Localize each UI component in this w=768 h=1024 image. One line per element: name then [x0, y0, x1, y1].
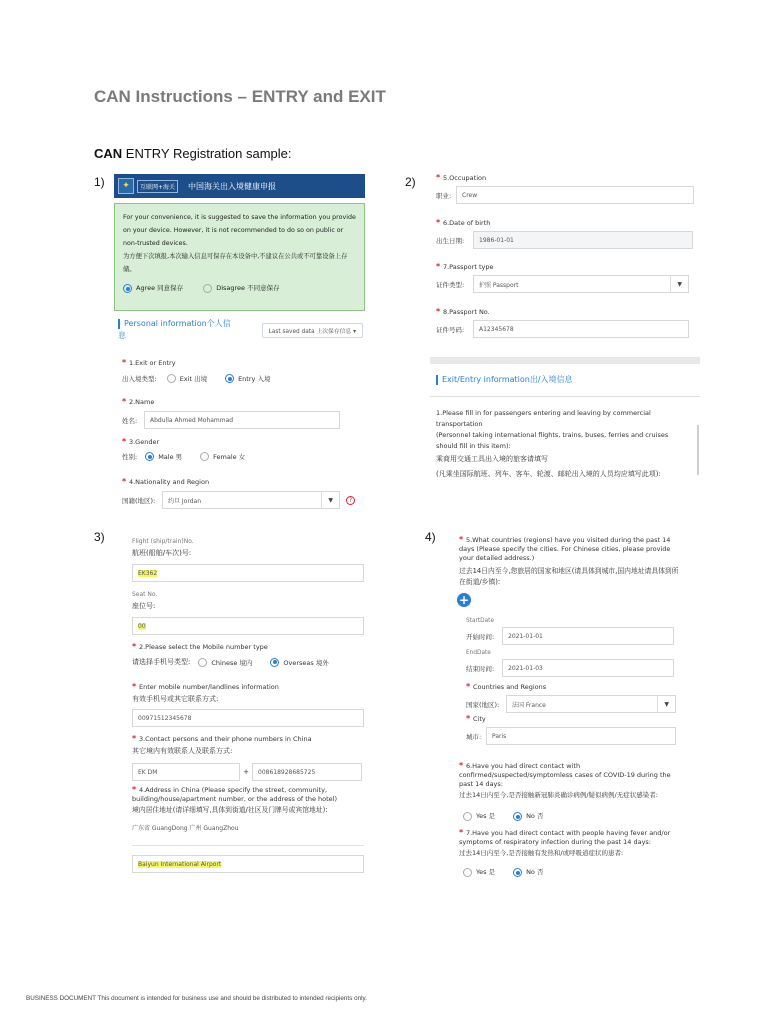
contact-label-cn: 其它境内有效联系人及联系方式:	[132, 747, 233, 755]
city-input[interactable]	[486, 727, 676, 745]
contact-plus: +	[243, 768, 249, 776]
info-line-2: (Personnel taking international flights, trains, buses, ferries and cruises should fill in this item):	[436, 431, 669, 450]
q7-label: 证件类型:	[436, 280, 465, 289]
marker-1: 1)	[94, 175, 105, 189]
q3-label: 性别:	[122, 453, 138, 461]
marker-2: 2)	[405, 175, 416, 189]
country-select[interactable]	[506, 695, 676, 713]
logo-text: 互联网+海关	[137, 180, 178, 193]
notice-text: For your convenience, it is suggested to save the information you provide on your device. However, it is not recommended to do so on public or non-trusted devices.	[123, 214, 356, 247]
flight-number-value: EK362	[138, 569, 158, 577]
contact-phone-input[interactable]	[252, 763, 362, 781]
q7-no-radio[interactable]	[513, 868, 543, 877]
yes-label: Yes 是	[476, 812, 496, 820]
end-label-cn: 结束时间:	[466, 664, 495, 673]
country-label-cn: 国家(地区):	[466, 700, 500, 709]
q2-question: * 2.Name	[122, 397, 367, 406]
radio-selected-icon	[513, 812, 522, 821]
q7-fever-question: * 7.Have you had direct contact with people having fever and/or symptoms of respiratory infection during the past 14 days:	[459, 828, 681, 847]
radio-selected-icon	[123, 284, 132, 293]
agree-label: Agree 同意保存	[136, 284, 184, 292]
flight-number-input[interactable]	[132, 564, 364, 582]
female-radio[interactable]	[200, 452, 245, 461]
q4-question: * 4.Nationality and Region	[122, 477, 367, 486]
customs-header-banner	[114, 174, 365, 198]
q8-passport-no	[436, 307, 698, 338]
section-divider	[430, 357, 700, 364]
seat-label-en: Seat No.	[132, 591, 158, 598]
disagree-label: Disagree 不同意保存	[216, 284, 280, 292]
end-date	[466, 650, 678, 677]
radio-selected-icon	[513, 868, 522, 877]
dob-value: 1986-01-01	[479, 236, 514, 244]
passport-number-value: A12345678	[479, 325, 514, 333]
q7-yes-radio[interactable]	[463, 868, 495, 877]
mobile-number-input[interactable]	[132, 709, 364, 727]
seat-number-input[interactable]	[132, 617, 364, 635]
section-heading-text: Personal information个人信息	[118, 319, 231, 340]
address-divider	[132, 845, 364, 846]
yes-label: Yes 是	[476, 868, 496, 876]
seat-number	[132, 591, 364, 635]
male-radio[interactable]	[145, 452, 182, 461]
q1-question: * 1.Exit or Entry	[122, 358, 367, 367]
radio-empty-icon	[463, 868, 472, 877]
end-date-input[interactable]	[502, 659, 674, 677]
mobile-type-question: * 2.Please select the Mobile number type	[132, 642, 364, 651]
q3-question: * 3.Gender	[122, 437, 367, 446]
disagree-radio[interactable]	[203, 282, 279, 295]
address-input[interactable]	[132, 855, 364, 873]
passport-number-input[interactable]	[473, 320, 689, 338]
q7-question: * 7.Passport type	[436, 262, 698, 271]
city-question: * City	[466, 714, 678, 723]
q6-covid-question: * 6.Have you had direct contact with confirmed/suspected/symptomless cases of COVID-19 during the past 14 days:	[459, 761, 681, 789]
dropdown-arrow-icon: ▼	[670, 276, 688, 292]
end-label-en: EndDate	[466, 650, 491, 656]
q3-gender	[122, 437, 367, 461]
subtitle-rest: ENTRY Registration sample:	[122, 146, 292, 161]
q7-fever-cn: 过去14日内至今,是否接触有发热和/或呼吸道症状的患者:	[459, 849, 624, 857]
address-city: 广东省 GuangDong 广州 GuangZhou	[132, 825, 239, 832]
scrollbar[interactable]	[697, 425, 699, 475]
country-value: 法国 France	[512, 701, 546, 709]
info-line-4: (凡乘坐国际航班、列车、客车、轮渡、邮轮出入境的人员均应填写此项):	[436, 470, 661, 478]
q5-question: * 5.Occupation	[436, 173, 698, 182]
agree-radio[interactable]	[123, 282, 183, 295]
radio-selected-icon	[145, 452, 154, 461]
radio-selected-icon	[225, 374, 234, 383]
contact-name-value: EK DM	[138, 768, 158, 776]
q5-visited-cn: 过去14日内至今,您旅居的国家和地区(请具体到城市,国内地址请具体到所在街道/乡镇):	[459, 567, 679, 586]
q6-no-radio[interactable]	[513, 812, 543, 821]
contact-name-input[interactable]	[132, 763, 240, 781]
q5-label: 职业:	[436, 191, 452, 200]
section-heading-personal	[118, 318, 233, 342]
start-date	[466, 618, 678, 645]
q4-label: 国籍(地区):	[122, 496, 156, 505]
covid-contact	[459, 761, 681, 821]
section-bar-icon	[118, 319, 120, 329]
q2-label: 姓名:	[122, 416, 138, 425]
seat-label-cn: 座位号:	[132, 602, 156, 610]
flight-number	[132, 538, 364, 582]
no-label: No 否	[526, 868, 544, 876]
q8-question: * 8.Passport No.	[436, 307, 698, 316]
entry-label: Entry 入境	[238, 375, 271, 383]
marker-4: 4)	[425, 530, 436, 544]
add-plus-icon[interactable]: +	[458, 593, 470, 607]
radio-empty-icon	[198, 658, 207, 667]
end-date-value: 2021-01-03	[508, 664, 543, 672]
fever-contact	[459, 828, 681, 877]
overseas-label: Overseas 境外	[283, 658, 329, 667]
help-icon[interactable]: ?	[346, 496, 355, 505]
overseas-radio[interactable]	[270, 658, 328, 667]
mobile-type-label: 请选择手机号类型:	[132, 658, 191, 666]
section-heading-text: Exit/Entry information出/入境信息	[442, 375, 573, 384]
address-label-cn: 境内居住地址(请详细填写,具体到街道/社区及门牌号或宾馆地址):	[132, 806, 328, 814]
flight-label-en: Flight (ship/train)No.	[132, 538, 194, 545]
document-footer: BUSINESS DOCUMENT This document is intended for business use and should be distributed to intended recipients only.	[26, 995, 367, 1002]
q8-label: 证件号码:	[436, 325, 465, 334]
info-line-1: 1.Please fill in for passengers entering and leaving by commercial transportation	[436, 409, 651, 428]
q6-question: * 6.Date of birth	[436, 218, 698, 227]
q7-passport-type	[436, 262, 698, 293]
city-label-cn: 城市:	[466, 732, 482, 741]
radio-empty-icon	[463, 812, 472, 821]
q5-visited-question: * 5.What countries (regions) have you visited during the past 14 days (Please specify the cities. For Chinese cities, please provide your detailed address.)	[459, 535, 679, 563]
chinese-radio[interactable]	[198, 658, 252, 667]
nationality-select[interactable]	[162, 491, 340, 509]
female-label: Female 女	[213, 453, 246, 461]
radio-empty-icon	[167, 374, 176, 383]
nationality-value: 约旦 Jordan	[168, 497, 201, 505]
country-question: * Countries and Regions	[466, 682, 678, 691]
dob-input[interactable]	[473, 231, 693, 249]
contact-question: * 3.Contact persons and their phone numbers in China	[132, 734, 364, 743]
personal-info-section	[118, 318, 363, 342]
start-label-en: StartDate	[466, 618, 495, 624]
info-line-3: 乘商用交通工具出入境的旅客请填写	[436, 455, 548, 463]
q6-label: 出生日期:	[436, 236, 465, 245]
entry-radio[interactable]	[225, 374, 270, 383]
document-title: CAN Instructions – ENTRY and EXIT	[94, 87, 386, 106]
passport-type-value: 护照 Passport	[479, 281, 519, 289]
section-bar-icon	[436, 375, 438, 385]
city-value: Paris	[492, 732, 507, 740]
customs-emblem-icon: ✦	[118, 178, 134, 194]
no-label: No 否	[526, 812, 544, 820]
male-label: Male 男	[158, 453, 183, 461]
marker-3: 3)	[94, 530, 105, 544]
start-date-value: 2021-01-01	[508, 632, 543, 640]
subtitle-bold: CAN	[94, 146, 123, 161]
exit-entry-section-head	[436, 374, 698, 385]
q4-nationality	[122, 477, 367, 509]
country-region	[466, 682, 678, 713]
notice-text-cn: 为方便下次填报,本次输入信息可保存在本设备中,不建议在公共或不可靠设备上存储。	[123, 253, 348, 273]
q6-yes-radio[interactable]	[463, 812, 495, 821]
save-notice-box	[114, 203, 365, 311]
occupation-value: Crew	[462, 191, 478, 199]
name-input[interactable]	[144, 411, 340, 429]
dropdown-arrow-icon: ▼	[321, 492, 339, 508]
china-address	[132, 785, 364, 833]
name-value: Abdulla Ahmed Mohammad	[150, 416, 234, 424]
header-title: 中国海关出入境健康申报	[188, 181, 277, 191]
document-subtitle	[94, 146, 291, 161]
seat-number-value: 00	[138, 622, 146, 630]
address-value: Baiyun International Airport	[138, 860, 222, 868]
occupation-input[interactable]	[456, 186, 694, 204]
last-saved-data-button[interactable]: Last saved data 上次保存信息 ▾	[262, 323, 363, 338]
mobile-number-value: 00971512345678	[138, 714, 192, 722]
exit-radio[interactable]	[167, 374, 207, 383]
q1-label: 出入境类型:	[122, 375, 157, 383]
chinese-label: Chinese 境内	[211, 658, 253, 667]
radio-selected-icon	[270, 658, 279, 667]
exit-entry-info	[436, 408, 681, 482]
contact-persons	[132, 734, 364, 781]
passport-type-select[interactable]	[473, 275, 689, 293]
start-label-cn: 开始时间:	[466, 632, 495, 641]
dropdown-arrow-icon: ▼	[657, 696, 675, 712]
q1-exit-entry	[122, 358, 367, 383]
q2-name	[122, 397, 367, 429]
address-question: * 4.Address in China (Please specify the street, community, building/house/apartment number, or the address of the hotel)	[132, 785, 364, 804]
mobile-question: * Enter mobile number/landlines information	[132, 682, 364, 691]
start-date-input[interactable]	[502, 627, 674, 645]
mobile-type	[132, 642, 364, 667]
q5-occupation	[436, 173, 698, 204]
visited-countries	[459, 535, 679, 588]
city	[466, 714, 678, 745]
contact-phone-value: 008618928685725	[258, 768, 316, 776]
q6-covid-cn: 过去14日内至今,是否接触新冠肺炎确诊病例/疑似病例/无症状感染者:	[459, 791, 658, 799]
exit-label: Exit 出境	[179, 375, 208, 383]
mobile-label-cn: 有效手机号或其它联系方式:	[132, 695, 219, 703]
flight-label-cn: 航班(船舶/车次)号:	[132, 549, 192, 557]
section-rule	[430, 396, 700, 397]
mobile-number	[132, 682, 364, 727]
radio-empty-icon	[203, 284, 212, 293]
q6-dob	[436, 218, 698, 249]
radio-empty-icon	[200, 452, 209, 461]
